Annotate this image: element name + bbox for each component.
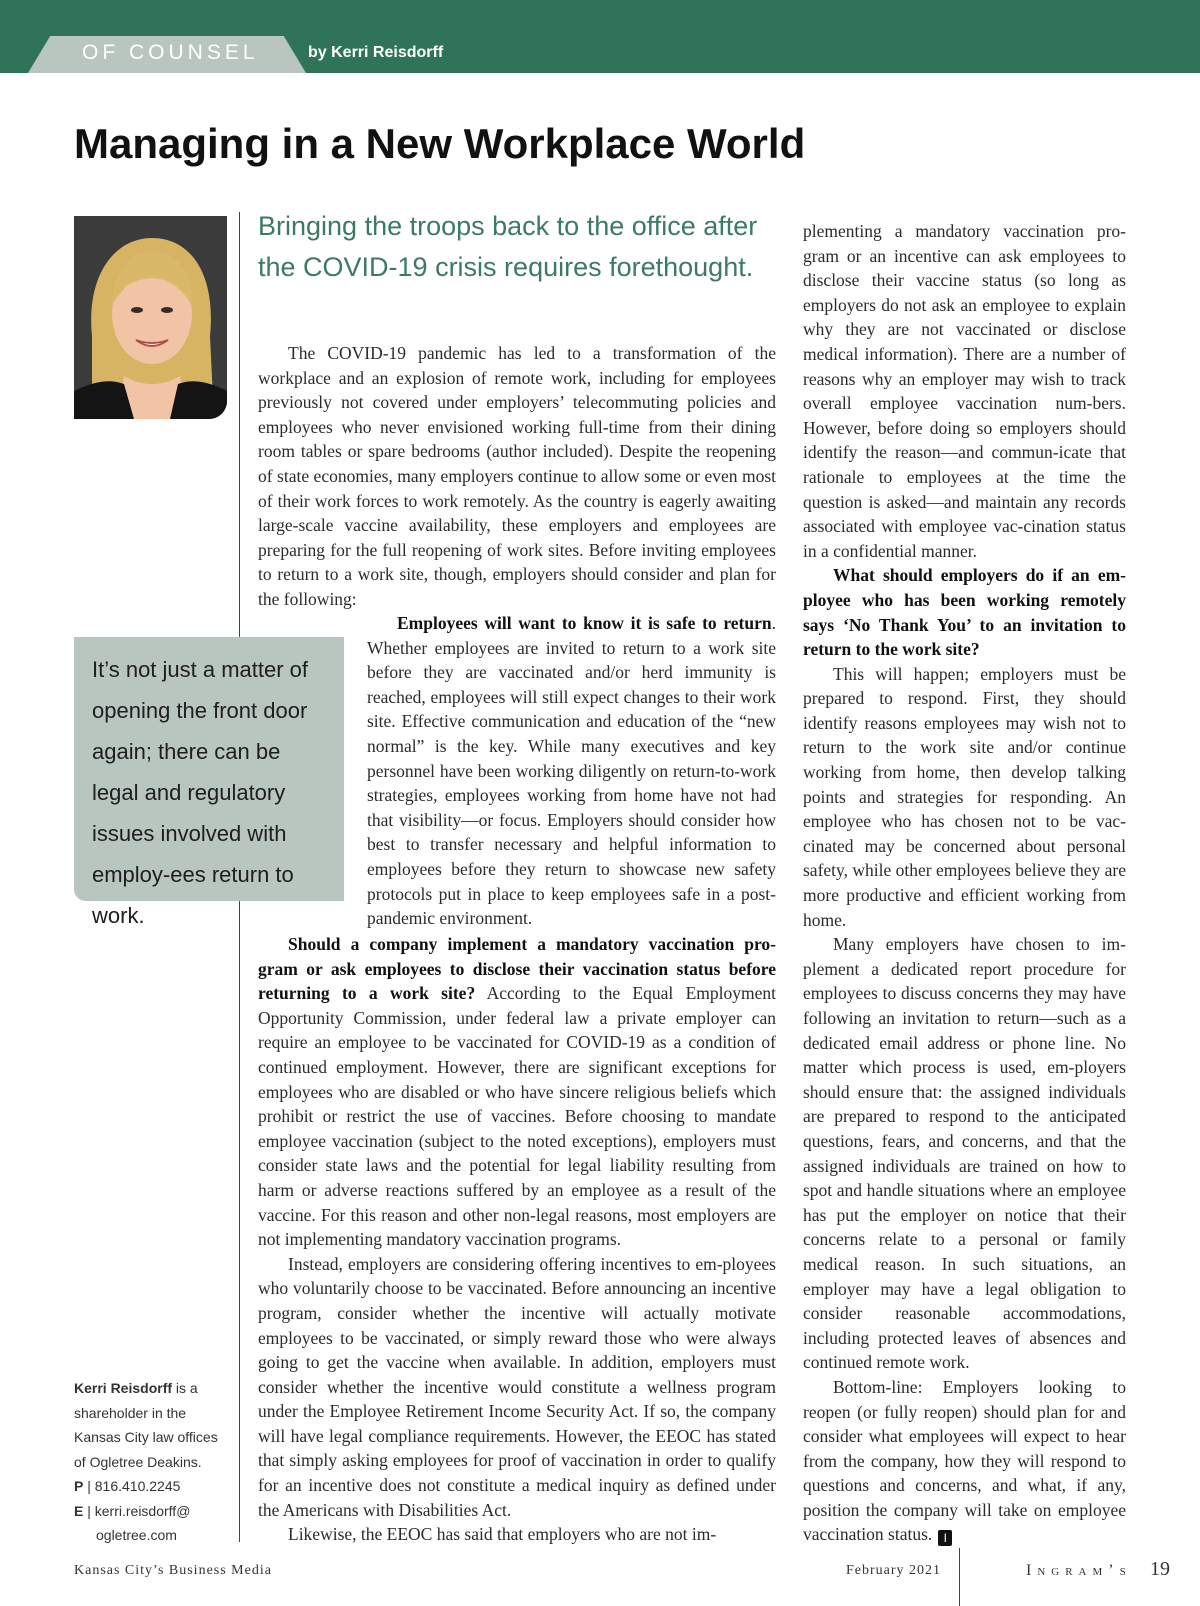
paragraph: Likewise, the EEOC has said that employers who are not im- [288,1524,717,1545]
subhead: What should employers do if an em-ployee who has been working remotely says ‘No Thank You’ to an invitation to return to the work site? [803,565,1126,660]
footer-publisher: Kansas City’s Business Media [74,1563,272,1578]
paragraph: The COVID-19 pandemic has led to a transformation of the workplace and an explosion of remote work, including for employees previously not covered under employers’ telecommuting policies and employees who never envisioned working full-time from their dining room tables or spare bedrooms (author included). Despite the reopening of state economies, many employers continue to allow some or even most of their work forces to work remotely. As the country is eagerly awaiting large-scale vaccine availability, these employers and employees are preparing for the full reopening of work sites. Before inviting employees to return to a work site, though, employers should consider and plan for the following: [258,343,776,609]
section-label: OF COUNSEL [82,41,259,64]
paragraph [803,563,1126,661]
bio-name: Kerri Reisdorff [74,1380,173,1396]
page-number: 19 [1150,1558,1170,1580]
footer-date: February 2021 [846,1563,942,1578]
article-deck: Bringing the troops back to the office after the COVID-19 crisis requires forethought. [258,211,758,282]
byline: by Kerri Reisdorff [308,44,444,61]
footer-divider [959,1548,960,1606]
article-column-1-bottom [258,932,776,1547]
paragraph: Bottom-line: Employers looking to reopen (or fully reopen) should plan for and consider what employees will expect to hear from the company, how they will respond to questions and concerns, and what, if any, position the company will take on employee vaccination status. I [803,1376,1126,1546]
author-portrait-image [74,216,227,419]
bio-phone: P | 816.410.2245 [74,1478,181,1494]
paragraph: Many employers have chosen to im-plement a dedicated report procedure for employees to discuss concerns they may have following an invitation to return—such as a dedicated email address or phone line. No matter which process is used, em-ployers should ensure that: the assigned individuals are prepared to respond to the anticipated questions, fears, and concerns, and that the assigned individuals are trained on how to spot and handle situations where an employee has put the employer on notice that their concerns relate to a personal or family medical reason. In such situations, an employer may have a legal obligation to consider reasonable accommodations, including protected leaves of absences and continued remote work. [803,934,1126,1373]
article-column-2 [803,219,1126,1547]
end-mark-icon: I [938,1530,952,1546]
author-bio: Kerri Reisdorff is a shareholder in the Kansas City law offices of Ogletree Deakins. P | 816.410.2245 E | kerri.reisdorff@ ogletree.com [74,1376,239,1548]
paragraph: This will happen; employers must be prepared to respond. First, they should identify reasons employees may wish not to return to the work site and/or continue working from home, then develop talking points and strategies for responding. An employee who has chosen not to be vac-cinated may be concerned about personal safety, while other employees believe they are more productive and efficient working from home. [803,663,1126,930]
paragraph: Employees will want to know it is safe to return. Whether employees are invited to return to a work site before they are vaccinated and/or herd immunity is reached, employees will still expect changes to their work site. Effective communication and education of the “new normal” is the key. While many executives and key personnel have been working diligently on return-to-work strategies, employees working from home have not had that visibility—or focus. Employers should consider how best to transfer necessary and helpful information to employees before they return to showcase new safety protocols put in place to keep employees safe in a post-pandemic environment. [367,613,776,929]
subhead: Should a company implement a mandatory vaccination pro-gram or ask employees to disclose their vaccination status before returning to a work site? [258,934,776,1004]
author-photo [74,216,227,419]
article-column-1-top [258,341,776,612]
paragraph: plementing a mandatory vaccination pro-gram or an incentive can ask employees to disclose their vaccine status (so long as employers do not ask an employee to explain why they are not vaccinated or disclose medical information). There are a number of reasons why an employer may wish to track overall employee vaccination num-bers. However, before doing so employers should identify the reason—and commun-icate that rationale to employees at the time the question is asked—and maintain any records associated with employee vac-cination status in a confidential manner. [803,221,1126,561]
bio-email-domain[interactable]: ogletree.com [96,1527,177,1543]
footer-magazine-name: Ingram’s [1026,1562,1132,1579]
subhead: Employees will want to know it is safe to return [397,613,772,633]
article-column-1-wrap [367,611,776,931]
paragraph: Instead, employers are considering offering incentives to em-ployees who voluntarily choose to be vaccinated. Before announcing an incentive program, consider whether the incentive will actually motivate employees to be vaccinated, or simply reward those who were always going to get the vaccine when available. In addition, employers must consider whether the incentive would constitute a wellness program under the Employee Retirement Income Security Act. If so, the company will have legal compliance requirements. However, the EEOC has stated that simply asking employees for proof of vaccination in order to qualify for an incentive does not constitute a medical inquiry as defined under the Americans with Disabilities Act. [258,1253,776,1520]
paragraph: Should a company implement a mandatory vaccination pro-gram or ask employees to disclose their vaccination status before returning to a work site? According to the Equal Employment Opportunity Commission, under federal law a private employer can require an employee to be vaccinated for COVID-19 as a condition of continued employment. However, there are significant exceptions for employees who are disabled or who have sincere religious beliefs which prohibit or restrict the use of vaccines. Before choosing to mandate employee vaccination (subject to the noted exceptions), employers must consider state laws and the potential for legal liability resulting from harm or adverse reactions suffered by an employee as a result of the vaccine. For this reason and other non-legal reasons, most employers are not implementing mandatory vaccination programs. [258,934,776,1250]
article-headline: Managing in a New Workplace World [74,120,806,167]
bio-email[interactable]: E | kerri.reisdorff@ [74,1502,191,1519]
pull-quote: It’s not just a matter of opening the front door again; there can be legal and regulatory issues involved with employ-ees return to work. [74,637,344,901]
